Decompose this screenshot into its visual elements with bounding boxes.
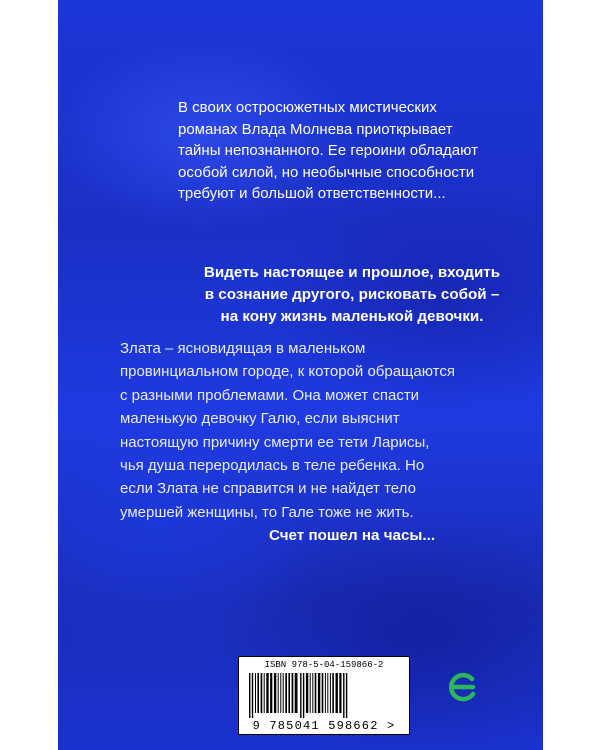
barcode-bar bbox=[330, 673, 331, 713]
barcode-bar bbox=[300, 673, 301, 718]
ean-digits: 9 785041 598662 > bbox=[252, 719, 396, 733]
eksmo-logo-icon bbox=[445, 670, 479, 704]
barcode-bar bbox=[252, 673, 253, 718]
barcode-bar bbox=[332, 673, 334, 713]
barcode-bar bbox=[274, 673, 276, 713]
blurb-line: тайны непознанного. Ее героини обладают bbox=[178, 142, 478, 160]
barcode-bar bbox=[292, 673, 294, 713]
barcode bbox=[238, 656, 410, 735]
barcode-bar bbox=[303, 673, 304, 718]
synopsis-line: провинциальном городе, к которой обращаются bbox=[120, 363, 455, 381]
barcode-bar bbox=[257, 673, 259, 713]
barcode-bar bbox=[264, 673, 265, 713]
barcode-bar bbox=[315, 673, 317, 713]
barcode-bar bbox=[261, 673, 263, 713]
closing-line: Счет пошел на часы... bbox=[268, 527, 436, 544]
barcode-bar bbox=[285, 673, 287, 713]
barcode-bar bbox=[295, 673, 298, 713]
barcode-bar bbox=[280, 673, 281, 713]
tagline bbox=[158, 262, 543, 328]
tagline-line: Видеть настоящее и прошлое, входить bbox=[203, 264, 501, 281]
barcode-bar bbox=[288, 673, 290, 713]
synopsis bbox=[120, 337, 500, 524]
barcode-bar bbox=[336, 673, 338, 713]
barcode-bar bbox=[266, 673, 268, 713]
barcode-bar bbox=[346, 673, 347, 718]
series-blurb bbox=[178, 97, 538, 205]
barcode-bars bbox=[249, 673, 399, 718]
barcode-bar bbox=[325, 673, 326, 713]
blurb-line: В своих остросюжетных мистических bbox=[178, 99, 437, 116]
blurb-line: особой силой, но необычные способности bbox=[178, 163, 475, 181]
synopsis-line: маленькую девочку Галю, если выяснит bbox=[120, 410, 400, 428]
isbn-label: ISBN 978-5-04-159866-2 bbox=[264, 660, 384, 670]
synopsis-line: Злата – ясновидящая в маленьком bbox=[120, 340, 366, 357]
blurb-line: романах Влада Молнева приоткрывает bbox=[178, 120, 453, 138]
synopsis-line: если Злата не справится и не найдет тело bbox=[120, 480, 416, 498]
barcode-bar bbox=[339, 673, 341, 713]
barcode-bar bbox=[310, 673, 311, 713]
back-cover bbox=[58, 0, 543, 750]
synopsis-line: чья душа переродилась в теле ребенка. Но bbox=[120, 457, 425, 475]
barcode-bar bbox=[278, 673, 279, 713]
synopsis-line: умершей женщины, то Гале тоже не жить. bbox=[120, 503, 414, 521]
barcode-bar bbox=[249, 673, 250, 718]
synopsis-line: настоящую причину смерти ее тети Ларисы, bbox=[120, 433, 430, 451]
barcode-bar bbox=[327, 673, 328, 713]
barcode-bar bbox=[343, 673, 344, 718]
barcode-bar bbox=[322, 673, 324, 713]
barcode-bar bbox=[318, 673, 320, 713]
barcode-bar bbox=[255, 673, 256, 713]
blurb-line: требуют и большой ответственности... bbox=[178, 185, 446, 203]
barcode-bar bbox=[312, 673, 313, 713]
tagline-line: в сознание другого, рисковать собой – bbox=[204, 286, 500, 303]
synopsis-line: с разными проблемами. Она может спасти bbox=[120, 386, 420, 404]
tagline-line: на кону жизнь маленькой девочки. bbox=[220, 308, 484, 325]
barcode-bar bbox=[270, 673, 272, 713]
barcode-bar bbox=[283, 673, 284, 713]
barcode-bar bbox=[306, 673, 308, 713]
